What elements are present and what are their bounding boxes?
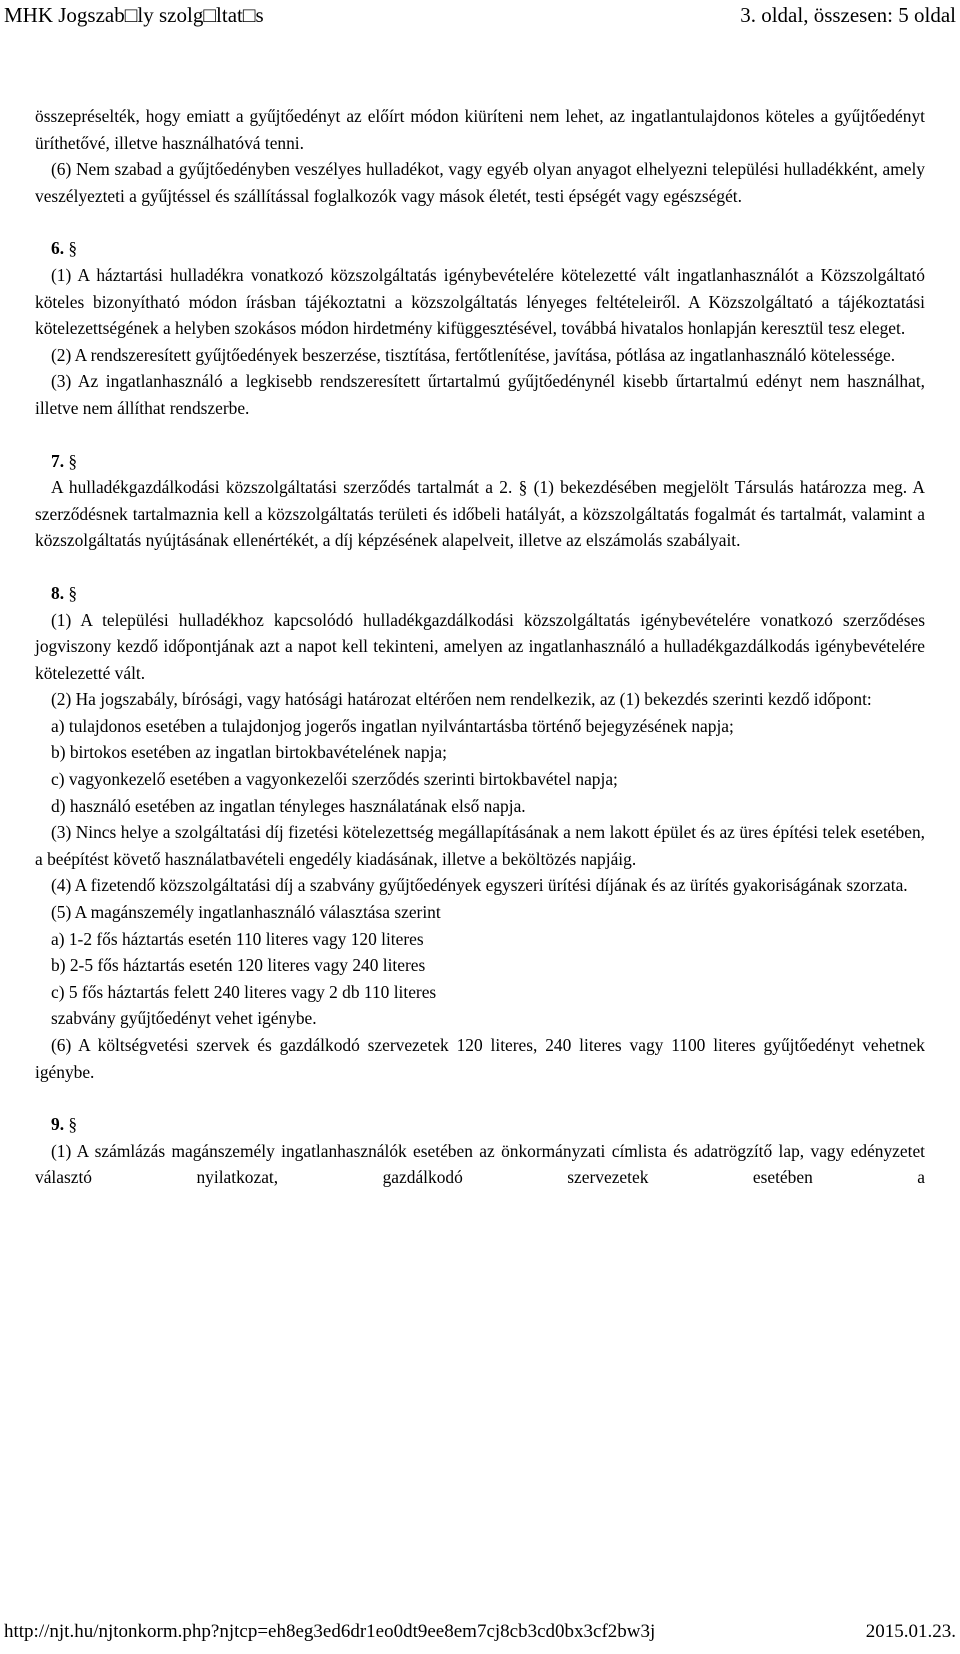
paragraph-6-1: (1) A háztartási hulladékra vonatkozó közszolgáltatás igénybevételére kötelezetté vált ingatlanhasználót a Közszolgáltató köteles bizonyítható módon írásban tájékoztatni a közszolgáltatás lényeges feltételeiről. A Közszolgáltató a tájékoztatási kötelezettségének a helyben szokásos módon hirdetmény kifüggesztésével, továbbá hivatalos honlapján keresztül tesz eleget. — [35, 264, 925, 339]
section-number: 9. — [51, 1114, 65, 1135]
section-sign: § — [68, 238, 78, 259]
paragraph-7-1: A hulladékgazdálkodási közszolgáltatási szerződés tartalmát a 2. § (1) bekezdésében megjelölt Társulás határozza meg. A szerződésnek tartalmaznia kell a közszolgáltatás területi és időbeli hatályát, a közszolgáltatás fogalmát és tartalmát, valamint a közszolgáltatás nyújtásának ellenértékét, a díj képzésének alapelveit, illetve az elszámolás szabályait. — [35, 477, 925, 551]
page-header — [0, 0, 960, 34]
section-9-heading — [35, 1111, 925, 1138]
header-page-counter: 3. oldal, összesen: 5 oldal — [740, 3, 956, 27]
paragraph-8-3: (3) Nincs helye a szolgáltatási díj fizetési kötelezettség megállapításának a nem lakott épület és az üres építési telek esetében, a beépítést követő használatbavételi engedély kiadásának, illetve a beköltözés napjáig. — [35, 822, 925, 869]
section-number: 6. — [51, 238, 65, 259]
section-sign: § — [68, 582, 78, 603]
paragraph-6-3: (3) Az ingatlanhasználó a legkisebb rendszeresített űrtartalmú gyűjtőedénynél kisebb űrtartalmú edényt nem használhat, illetve nem állíthat rendszerbe. — [35, 371, 925, 418]
section-number: 7. — [51, 450, 65, 471]
paragraph-6-2: (2) A rendszeresített gyűjtőedények beszerzése, tisztítása, fertőtlenítése, javítása, pótlása az ingatlanhasználó kötelessége. — [51, 344, 896, 365]
section-8-heading — [35, 580, 925, 607]
paragraph-5-6: (6) Nem szabad a gyűjtőedényben veszélyes hulladékot, vagy egyéb olyan anyagot elhelyezni települési hulladékként, amely veszélyezteti a gyűjtéssel és szállítással foglalkozók vagy mások életét, testi épségét vagy egészségét. — [35, 159, 925, 206]
document-body — [35, 103, 925, 1191]
list-item-8-5-b: b) 2-5 fős háztartás esetén 120 literes vagy 240 literes — [51, 955, 426, 976]
section-number: 8. — [51, 582, 65, 603]
page-footer — [0, 1621, 960, 1651]
list-item-8-2-c: c) vagyonkezelő esetében a vagyonkezelői szerződés szerinti birtokbavétel napja; — [51, 769, 618, 790]
paragraph-8-6: (6) A költségvetési szervek és gazdálkodó szervezetek 120 literes, 240 literes vagy 1100 literes gyűjtőedényt vehetnek igénybe. — [35, 1035, 925, 1082]
header-service-name: MHK Jogszab□ly szolg□ltat□s — [4, 3, 264, 27]
paragraph-8-2: (2) Ha jogszabály, bírósági, vagy hatósági határozat eltérően nem rendelkezik, az (1) bekezdés szerinti kezdő időpont: — [51, 689, 872, 710]
footer-source-url: http://njt.hu/njtonkorm.php?njtcp=eh8eg3ed6dr1eo0dt9ee8em7cj8cb3cd0bx3cf2bw3j — [4, 1621, 656, 1642]
list-item-8-2-b: b) birtokos esetében az ingatlan birtokbavételének napja; — [51, 742, 447, 763]
list-item-8-2-d: d) használó esetében az ingatlan tényleges használatának első napja. — [51, 795, 526, 816]
section-7-heading — [35, 448, 925, 475]
paragraph-8-4: (4) A fizetendő közszolgáltatási díj a szabvány gyűjtőedények egyszeri ürítési díjának és az ürítés gyakoriságának szorzata. — [51, 875, 908, 896]
list-item-8-5-c: c) 5 fős háztartás felett 240 literes vagy 2 db 110 literes — [51, 981, 437, 1002]
paragraph-8-5: (5) A magánszemély ingatlanhasználó választása szerint — [51, 902, 441, 923]
section-sign: § — [68, 1114, 78, 1135]
paragraph-continued: összepréselték, hogy emiatt a gyűjtőedényt az előírt módon kiüríteni nem lehet, az ingatlantulajdonos köteles a gyűjtőedényt üríthetővé, illetve használhatóvá tenni. — [35, 106, 925, 153]
section-6-heading — [35, 235, 925, 262]
section-sign: § — [68, 450, 78, 471]
list-item-8-2-a: a) tulajdonos esetében a tulajdonjog jogerős ingatlan nyilvántartásba történő bejegyzésének napja; — [51, 715, 734, 736]
paragraph-9-1: (1) A számlázás magánszemély ingatlanhasználók esetében az önkormányzati címlista és adatrögzítő lap, vagy edényzetet választó nyilatkozat, gazdálkodó szervezetek esetében a — [35, 1140, 925, 1188]
paragraph-8-1: (1) A települési hulladékhoz kapcsolódó hulladékgazdálkodási közszolgáltatás igénybevételére vonatkozó szerződéses jogviszony kezdő időpontjának azt a napot kell tekinteni, amelyen az ingatlanhasználó a hulladékgazdálkodás igénybevételére kötelezetté vált. — [35, 609, 925, 683]
list-item-8-5-a: a) 1-2 fős háztartás esetén 110 literes vagy 120 literes — [51, 928, 424, 949]
list-item-8-5-closing: szabvány gyűjtőedényt vehet igénybe. — [51, 1008, 317, 1029]
footer-date: 2015.01.23. — [865, 1621, 956, 1642]
